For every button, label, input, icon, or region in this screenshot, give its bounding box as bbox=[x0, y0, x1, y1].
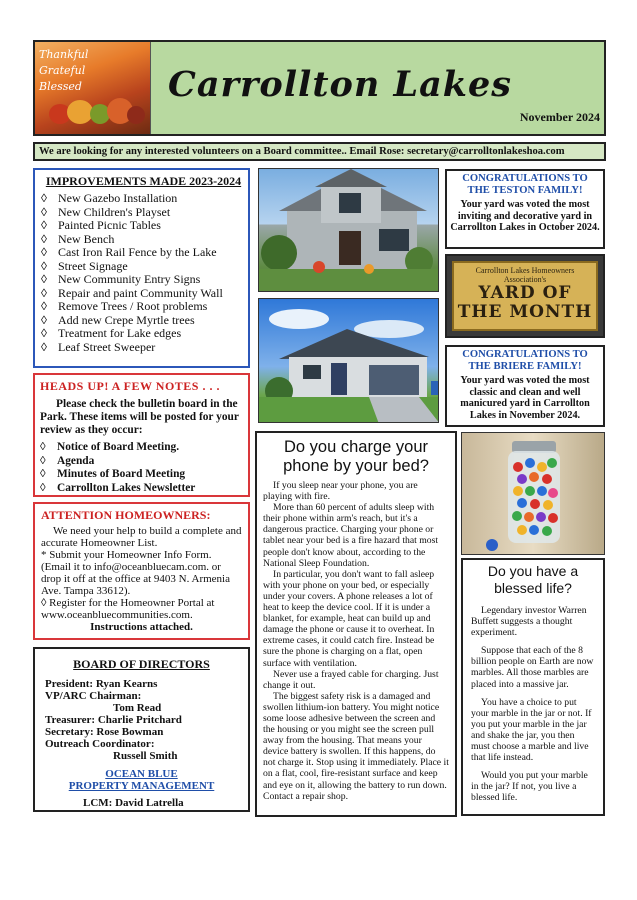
yard-of-the-month-sign bbox=[445, 254, 605, 338]
congratulations-text: Your yard was voted the most inviting and decorative yard in Carrollton Lakes in October 2024. bbox=[450, 199, 600, 234]
article-title: Do you charge your phone by your bed? bbox=[283, 438, 429, 475]
heads-up-heading: HEADS UP! A FEW NOTES . . . bbox=[40, 379, 220, 393]
board-secretary: Secretary: Rose Bowman bbox=[45, 726, 164, 738]
marble-jar-photo bbox=[461, 432, 605, 555]
list-item: ◊ Remove Trees / Root problems bbox=[41, 299, 208, 313]
heads-up-box bbox=[33, 373, 250, 497]
article-paragraph: If you sleep near your phone, you are playing with fire. bbox=[263, 480, 418, 503]
briere-house-photo bbox=[258, 298, 439, 423]
board-heading: BOARD OF DIRECTORS bbox=[73, 657, 210, 671]
board-vp-label: VP/ARC Chairman: bbox=[45, 690, 142, 702]
improvements-box bbox=[33, 168, 250, 368]
logo-line-1: Thankful bbox=[39, 48, 89, 61]
article-paragraph: Would you put your marble in the jar? If not, you live a blessed life. bbox=[471, 770, 588, 804]
attention-heading: ATTENTION HOMEOWNERS: bbox=[41, 508, 211, 522]
heads-up-text: Please check the bulletin board in the Park. These items will be posted for your review as they occur: bbox=[40, 398, 239, 436]
congratulations-heading: CONGRATULATIONS TO THE BRIERE FAMILY! bbox=[462, 349, 588, 372]
article-paragraph: Suppose that each of the 8 billion people on Earth are now marbles. All those marbles are placed into a massive jar. bbox=[471, 645, 594, 690]
article-paragraph: Legendary investor Warren Buffett suggests a thought experiment. bbox=[471, 605, 587, 639]
newsletter-title: Carrollton Lakes bbox=[167, 64, 512, 105]
attention-homeowners-box bbox=[33, 502, 250, 640]
sign-caption: Carrollton Lakes Homeowners Association's bbox=[475, 266, 575, 284]
article-title: Do you have a blessed life? bbox=[487, 563, 579, 596]
blessed-life-article bbox=[461, 558, 605, 816]
sign-title-line-1: YARD OF bbox=[478, 283, 572, 303]
list-item: ◊ Leaf Street Sweeper bbox=[41, 339, 156, 354]
heads-up-list bbox=[40, 441, 243, 495]
article-paragraph: You have a choice to put your marble in the jar or not. If you put your marble in the jar and shake the jar, you then must choose a marble and live that life instead. bbox=[471, 696, 592, 764]
list-item: ◊ Agenda bbox=[40, 454, 95, 467]
attention-paragraph: * Submit your Homeowner Info Form. (Email it to info@oceanbluecam.com. or drop it off at the office at 9403 N. Armenia Ave. Tampa 33612). bbox=[41, 549, 230, 597]
thanksgiving-logo-image bbox=[35, 42, 151, 134]
list-item: ◊ Minutes of Board Meeting bbox=[40, 468, 186, 480]
board-outreach-label: Outreach Coordinator: bbox=[45, 738, 155, 750]
congratulations-briere-box bbox=[445, 345, 605, 427]
list-item: ◊ Notice of Board Meeting. bbox=[40, 441, 180, 453]
board-lcm: LCM: David Latrella bbox=[83, 797, 184, 809]
article-paragraph: Never use a frayed cable for charging. Just change it out. bbox=[263, 668, 439, 691]
board-outreach-name: Russell Smith bbox=[113, 750, 178, 762]
list-item: ◊ Add new Crepe Myrtle trees bbox=[41, 312, 195, 327]
congratulations-text: Your yard was voted the most classic and clean and well manicured yard in Carrollton Lakes in November 2024. bbox=[460, 375, 590, 421]
list-item: ◊ Street Signage bbox=[41, 258, 128, 273]
issue-date: November 2024 bbox=[519, 110, 600, 124]
list-item: ◊ Carrollton Lakes Newsletter bbox=[40, 481, 196, 494]
logo-line-3: Blessed bbox=[39, 80, 82, 93]
volunteer-banner: We are looking for any interested volunteers on a Board committee.. Email Rose: secretary@carrolltonlakeshoa.com bbox=[33, 142, 606, 161]
board-president: President: Ryan Kearns bbox=[45, 678, 158, 690]
improvements-heading: IMPROVEMENTS MADE 2023-2024 bbox=[45, 174, 242, 188]
board-treasurer: Treasurer: Charlie Pritchard bbox=[45, 714, 182, 726]
list-item: ◊ New Gazebo Installation bbox=[41, 191, 178, 205]
article-paragraph: The biggest safety risk is a damaged and swollen lithium-ion battery. You might notice some loose adhesive between the screen and the housing or you might see the screen pull away from the housing. That means your device battery is swollen. If this happens, do not charge it. Stop using it immediately. Place it on a flat, cool, fire-resistant surface and keep and eye on it, allowing the battery to run down. Contact a repair shop. bbox=[263, 690, 449, 802]
property-management-name: OCEAN BLUE PROPERTY MANAGEMENT bbox=[68, 768, 215, 792]
list-item: ◊ New Children's Playset bbox=[41, 204, 171, 219]
teston-house-photo bbox=[258, 168, 439, 292]
instructions-note: Instructions attached. bbox=[90, 621, 193, 633]
board-vp-name: Tom Read bbox=[113, 702, 162, 714]
sign-title-line-2: THE MONTH bbox=[457, 302, 593, 322]
list-item: ◊ Treatment for Lake edges bbox=[41, 326, 182, 340]
congratulations-heading: CONGRATULATIONS TO THE TESTON FAMILY! bbox=[462, 173, 588, 196]
list-item: ◊ New Bench bbox=[41, 231, 115, 246]
list-item: ◊ Cast Iron Rail Fence by the Lake bbox=[41, 245, 217, 259]
article-paragraph: In particular, you don't want to fall asleep with your phone on your bed, or especially under your covers. A phone releases a lot of heat to keep the device cool. If it is under a blanket, for example, heat can build up and damage the phone or cause it to overheat. In extreme cases, it could catch fire. Instead be sure the phone is charging on a flat, open surface with ventilation. bbox=[263, 568, 435, 669]
attention-paragraph: We need your help to build a complete and accurate Homeowner List. bbox=[41, 525, 242, 549]
list-item: ◊ Painted Picnic Tables bbox=[41, 218, 161, 232]
board-of-directors-box bbox=[33, 647, 250, 812]
phone-charging-article bbox=[255, 431, 457, 817]
article-paragraph: More than 60 percent of adults sleep with their phone within arm's reach, but it's a dangerous practice. Charging your phone or tablet near your bed is a fire hazard that most people don't know about, according to the National Sleep Foundation. bbox=[263, 502, 439, 569]
logo-line-2: Grateful bbox=[39, 64, 86, 77]
list-item: ◊ New Community Entry Signs bbox=[41, 272, 201, 286]
attention-paragraph: ◊ Register for the Homeowner Portal at www.oceanbluecommunities.com. bbox=[41, 597, 215, 621]
list-item: ◊ Repair and paint Community Wall bbox=[41, 285, 223, 300]
congratulations-teston-box bbox=[445, 169, 605, 249]
improvements-list bbox=[41, 192, 242, 354]
